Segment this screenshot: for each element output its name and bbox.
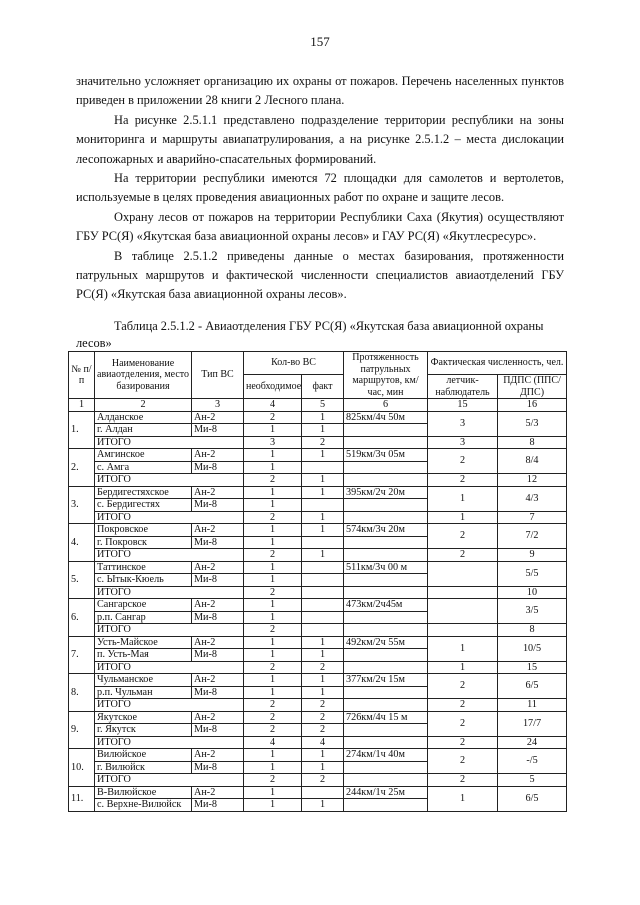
total-pdps: 7: [498, 511, 567, 524]
row-number: 6.: [69, 599, 95, 637]
actual-count: [302, 499, 344, 512]
table-row: [69, 711, 567, 724]
needed-count: 1: [244, 599, 302, 612]
header-num: № п/п: [69, 352, 95, 399]
row-number: 8.: [69, 674, 95, 712]
aircraft-type: Ан-2: [192, 786, 244, 799]
route-length-empty: [344, 799, 428, 812]
total-pilots: 1: [428, 511, 498, 524]
total-pdps: 12: [498, 474, 567, 487]
row-number: 11.: [69, 786, 95, 811]
route-length: 395км/2ч 20м: [344, 486, 428, 499]
route-length-empty: [344, 686, 428, 699]
total-route-empty: [344, 511, 428, 524]
header-staff: Фактическая численность, чел.: [428, 352, 567, 375]
paragraph: В таблице 2.5.1.2 приведены данные о местах базирования, протяженности патрульных маршрутов и фактической численности специалистов авиаотделений ГБУ РС(Я) «Якутская база авиационной охраны лесов».: [76, 248, 564, 302]
total-actual: 4: [302, 736, 344, 749]
unit-name: Таттинское: [95, 561, 192, 574]
column-number: 2: [95, 399, 192, 412]
aircraft-type: Ан-2: [192, 636, 244, 649]
actual-count: 1: [302, 749, 344, 762]
unit-name: Бердигестяхское: [95, 486, 192, 499]
table-row: [69, 561, 567, 574]
aircraft-type: Ан-2: [192, 674, 244, 687]
table-row: [69, 636, 567, 649]
column-number: 15: [428, 399, 498, 412]
route-length: 492км/2ч 55м: [344, 636, 428, 649]
route-length: 244км/1ч 25м: [344, 786, 428, 799]
pilots-count: 2: [428, 449, 498, 474]
route-length: 274км/1ч 40м: [344, 749, 428, 762]
route-length-empty: [344, 574, 428, 587]
base-location: п. Усть-Мая: [95, 649, 192, 662]
needed-count: 1: [244, 574, 302, 587]
total-needed: 2: [244, 511, 302, 524]
column-number: 3: [192, 399, 244, 412]
total-pilots: 2: [428, 549, 498, 562]
total-needed: 2: [244, 624, 302, 637]
total-actual: 1: [302, 511, 344, 524]
column-numbers-row: [69, 399, 567, 412]
base-location: р.п. Чульман: [95, 686, 192, 699]
header-type: Тип ВС: [192, 352, 244, 399]
unit-name: В-Вилюйское: [95, 786, 192, 799]
pilots-count: 1: [428, 786, 498, 811]
actual-count: 1: [302, 424, 344, 437]
total-row: [69, 586, 567, 599]
page-number: 157: [310, 34, 330, 49]
total-pdps: 24: [498, 736, 567, 749]
header-pilots: летчик-наблюдатель: [428, 375, 498, 399]
actual-count: [302, 561, 344, 574]
total-route-empty: [344, 586, 428, 599]
total-route-empty: [344, 474, 428, 487]
paragraph: Охрану лесов от пожаров на территории Республики Саха (Якутия) осуществляют ГБУ РС(Я) «Якутская база авиационной охраны лесов» и ГАУ РС(Я) «Якутлесресурс».: [76, 209, 564, 244]
needed-count: 1: [244, 799, 302, 812]
row-number: 10.: [69, 749, 95, 787]
route-length: 825км/4ч 50м: [344, 411, 428, 424]
table-caption: [76, 318, 564, 352]
aircraft-type: Ми-8: [192, 799, 244, 812]
aircraft-type: Ми-8: [192, 649, 244, 662]
needed-count: 1: [244, 424, 302, 437]
unit-name: Алданское: [95, 411, 192, 424]
actual-count: [302, 536, 344, 549]
column-number: 4: [244, 399, 302, 412]
actual-count: 1: [302, 761, 344, 774]
total-label: ИТОГО: [95, 774, 244, 787]
header-pdps: ПДПС (ППС/ДПС): [498, 375, 567, 399]
aircraft-type: Ми-8: [192, 461, 244, 474]
pilots-count: [428, 599, 498, 624]
body-text: [76, 72, 564, 305]
table-row: [69, 449, 567, 462]
table-row: [69, 786, 567, 799]
total-label: ИТОГО: [95, 511, 244, 524]
pilots-count: 2: [428, 711, 498, 736]
total-route-empty: [344, 549, 428, 562]
total-pilots: [428, 586, 498, 599]
total-route-empty: [344, 736, 428, 749]
total-needed: 4: [244, 736, 302, 749]
total-route-empty: [344, 661, 428, 674]
base-location: г. Покровск: [95, 536, 192, 549]
header-needed: необходимое: [244, 375, 302, 399]
total-row: [69, 736, 567, 749]
total-label: ИТОГО: [95, 436, 244, 449]
pdps-count: 3/5: [498, 599, 567, 624]
needed-count: 1: [244, 561, 302, 574]
base-location: с. Бердигестях: [95, 499, 192, 512]
actual-count: 1: [302, 524, 344, 537]
header-count: Кол-во ВС: [244, 352, 344, 375]
total-actual: [302, 624, 344, 637]
table-row: [69, 524, 567, 537]
needed-count: 1: [244, 461, 302, 474]
row-number: 5.: [69, 561, 95, 599]
route-length: 377км/2ч 15м: [344, 674, 428, 687]
pdps-count: 17/7: [498, 711, 567, 736]
total-route-empty: [344, 699, 428, 712]
actual-count: 1: [302, 486, 344, 499]
actual-count: 1: [302, 686, 344, 699]
unit-name: Сангарское: [95, 599, 192, 612]
pilots-count: 1: [428, 636, 498, 661]
total-actual: 2: [302, 774, 344, 787]
total-label: ИТОГО: [95, 661, 244, 674]
needed-count: 1: [244, 649, 302, 662]
route-length-empty: [344, 761, 428, 774]
needed-count: 1: [244, 761, 302, 774]
table-row: [69, 411, 567, 424]
base-location: р.п. Сангар: [95, 611, 192, 624]
route-length: 574км/3ч 20м: [344, 524, 428, 537]
needed-count: 2: [244, 724, 302, 737]
table-row: [69, 599, 567, 612]
total-label: ИТОГО: [95, 474, 244, 487]
paragraph: На территории республики имеются 72 площадки для самолетов и вертолетов, используемые в целях проведения авиационных работ по охране и защите лесов.: [76, 171, 564, 205]
pilots-count: 3: [428, 411, 498, 436]
total-actual: 1: [302, 549, 344, 562]
pdps-count: -/5: [498, 749, 567, 774]
total-pilots: 3: [428, 436, 498, 449]
unit-name: Вилюйское: [95, 749, 192, 762]
total-actual: 1: [302, 474, 344, 487]
actual-count: 1: [302, 649, 344, 662]
total-label: ИТОГО: [95, 586, 244, 599]
actual-count: [302, 599, 344, 612]
column-number: 1: [69, 399, 95, 412]
route-length-empty: [344, 499, 428, 512]
column-number: 16: [498, 399, 567, 412]
total-pdps: 9: [498, 549, 567, 562]
unit-name: Амгинское: [95, 449, 192, 462]
paragraph: На рисунке 2.5.1.1 представлено подразделение территории республики на зоны мониторинга и маршруты авиапатрулирования, а на рисунке 2.5.1.2 – места дислокации лесопожарных и аварийно-спасательных формирований.: [76, 112, 564, 166]
route-length: 726км/4ч 15 м: [344, 711, 428, 724]
aircraft-type: Ан-2: [192, 561, 244, 574]
needed-count: 2: [244, 711, 302, 724]
pdps-count: 8/4: [498, 449, 567, 474]
table-body: [69, 411, 567, 811]
total-needed: 2: [244, 549, 302, 562]
header-name: Наименование авиаотделения, место базирования: [95, 352, 192, 399]
row-number: 4.: [69, 524, 95, 562]
total-needed: 2: [244, 774, 302, 787]
row-number: 2.: [69, 449, 95, 487]
aircraft-type: Ми-8: [192, 536, 244, 549]
aircraft-type: Ми-8: [192, 574, 244, 587]
total-needed: 2: [244, 474, 302, 487]
aircraft-type: Ан-2: [192, 449, 244, 462]
needed-count: 1: [244, 674, 302, 687]
pilots-count: [428, 561, 498, 586]
needed-count: 1: [244, 686, 302, 699]
total-pdps: 11: [498, 699, 567, 712]
aircraft-type: Ан-2: [192, 486, 244, 499]
unit-name: Покровское: [95, 524, 192, 537]
total-actual: 2: [302, 436, 344, 449]
total-pilots: 2: [428, 699, 498, 712]
total-pdps: 8: [498, 436, 567, 449]
column-number: 6: [344, 399, 428, 412]
total-row: [69, 436, 567, 449]
header-actual: факт: [302, 375, 344, 399]
actual-count: 1: [302, 411, 344, 424]
base-location: с. Амга: [95, 461, 192, 474]
aircraft-type: Ми-8: [192, 424, 244, 437]
actual-count: [302, 611, 344, 624]
route-length: 511км/3ч 00 м: [344, 561, 428, 574]
row-number: 3.: [69, 486, 95, 524]
aircraft-type: Ан-2: [192, 411, 244, 424]
aircraft-type: Ми-8: [192, 761, 244, 774]
actual-count: [302, 574, 344, 587]
total-label: ИТОГО: [95, 736, 244, 749]
needed-count: 1: [244, 749, 302, 762]
actual-count: 1: [302, 449, 344, 462]
needed-count: 1: [244, 449, 302, 462]
pilots-count: 2: [428, 674, 498, 699]
table-caption-text: Таблица 2.5.1.2 - Авиаотделения ГБУ РС(Я) «Якутская база авиационной охраны лесов»: [76, 319, 544, 350]
base-location: г. Вилюйск: [95, 761, 192, 774]
needed-count: 2: [244, 411, 302, 424]
total-route-empty: [344, 624, 428, 637]
row-number: 7.: [69, 636, 95, 674]
table-row: [69, 749, 567, 762]
aircraft-type: Ан-2: [192, 749, 244, 762]
total-label: ИТОГО: [95, 699, 244, 712]
unit-name: Чульманское: [95, 674, 192, 687]
table-row: [69, 486, 567, 499]
row-number: 9.: [69, 711, 95, 749]
route-length-empty: [344, 536, 428, 549]
aircraft-type: Ми-8: [192, 611, 244, 624]
paragraph: значительно усложняет организацию их охраны от пожаров. Перечень населенных пунктов приведен в приложении 28 книги 2 Лесного плана.: [76, 74, 564, 108]
total-row: [69, 511, 567, 524]
base-location: г. Алдан: [95, 424, 192, 437]
base-location: г. Якутск: [95, 724, 192, 737]
needed-count: 1: [244, 611, 302, 624]
total-pilots: [428, 624, 498, 637]
total-label: ИТОГО: [95, 549, 244, 562]
total-actual: 2: [302, 661, 344, 674]
pdps-count: 7/2: [498, 524, 567, 549]
actual-count: 2: [302, 724, 344, 737]
actual-count: 2: [302, 711, 344, 724]
total-pdps: 15: [498, 661, 567, 674]
needed-count: 1: [244, 499, 302, 512]
total-row: [69, 549, 567, 562]
route-length: 473км/2ч45м: [344, 599, 428, 612]
total-needed: 2: [244, 586, 302, 599]
route-length-empty: [344, 649, 428, 662]
needed-count: 1: [244, 636, 302, 649]
row-number: 1.: [69, 411, 95, 449]
total-label: ИТОГО: [95, 624, 244, 637]
needed-count: 1: [244, 786, 302, 799]
aircraft-type: Ан-2: [192, 524, 244, 537]
actual-count: [302, 786, 344, 799]
needed-count: 1: [244, 486, 302, 499]
total-actual: [302, 586, 344, 599]
total-needed: 3: [244, 436, 302, 449]
pdps-count: 4/3: [498, 486, 567, 511]
total-row: [69, 699, 567, 712]
total-pilots: 2: [428, 736, 498, 749]
total-route-empty: [344, 436, 428, 449]
aircraft-type: Ми-8: [192, 499, 244, 512]
aircraft-type: Ан-2: [192, 599, 244, 612]
total-needed: 2: [244, 661, 302, 674]
total-row: [69, 474, 567, 487]
needed-count: 1: [244, 536, 302, 549]
total-needed: 2: [244, 699, 302, 712]
total-row: [69, 774, 567, 787]
aircraft-type: Ми-8: [192, 686, 244, 699]
pdps-count: 10/5: [498, 636, 567, 661]
unit-name: Усть-Майское: [95, 636, 192, 649]
aircraft-type: Ми-8: [192, 724, 244, 737]
needed-count: 1: [244, 524, 302, 537]
total-row: [69, 661, 567, 674]
pdps-count: 6/5: [498, 674, 567, 699]
aviation-units-table: [68, 351, 567, 812]
pdps-count: 5/5: [498, 561, 567, 586]
base-location: с. Ытык-Кюель: [95, 574, 192, 587]
route-length-empty: [344, 724, 428, 737]
total-pilots: 2: [428, 474, 498, 487]
pilots-count: 1: [428, 486, 498, 511]
route-length-empty: [344, 461, 428, 474]
pilots-count: 2: [428, 524, 498, 549]
total-pilots: 2: [428, 774, 498, 787]
actual-count: 1: [302, 799, 344, 812]
actual-count: [302, 461, 344, 474]
total-row: [69, 624, 567, 637]
total-pdps: 5: [498, 774, 567, 787]
actual-count: 1: [302, 674, 344, 687]
table-row: [69, 674, 567, 687]
actual-count: 1: [302, 636, 344, 649]
unit-name: Якутское: [95, 711, 192, 724]
route-length: 519км/3ч 05м: [344, 449, 428, 462]
total-pilots: 1: [428, 661, 498, 674]
route-length-empty: [344, 424, 428, 437]
base-location: с. Верхне-Вилюйск: [95, 799, 192, 812]
total-pdps: 10: [498, 586, 567, 599]
pdps-count: 5/3: [498, 411, 567, 436]
route-length-empty: [344, 611, 428, 624]
total-pdps: 8: [498, 624, 567, 637]
aircraft-type: Ан-2: [192, 711, 244, 724]
total-actual: 2: [302, 699, 344, 712]
pdps-count: 6/5: [498, 786, 567, 811]
total-route-empty: [344, 774, 428, 787]
header-length: Протяженность патрульных маршрутов, км/час, мин: [344, 352, 428, 399]
column-number: 5: [302, 399, 344, 412]
pilots-count: 2: [428, 749, 498, 774]
